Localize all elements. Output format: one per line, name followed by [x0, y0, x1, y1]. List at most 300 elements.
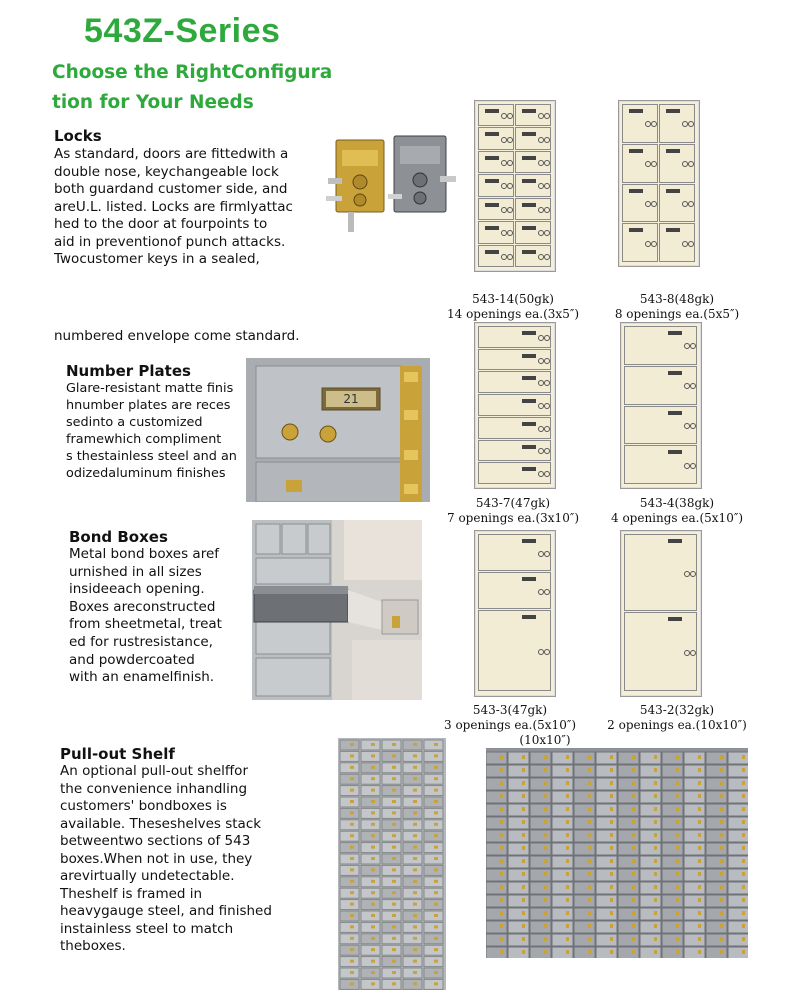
brass-lock — [371, 743, 375, 746]
brass-lock — [413, 857, 417, 860]
text-line: areU.L. listed. Locks are firmlyattac — [54, 198, 293, 215]
safe-deposit-box — [596, 778, 617, 790]
locker-opening — [659, 104, 695, 143]
safe-deposit-box — [618, 921, 639, 933]
keyhole-icon — [651, 201, 657, 207]
brass-lock — [413, 777, 417, 780]
keyhole-icon — [544, 207, 550, 213]
brass-lock — [588, 950, 591, 954]
number-plate-slot — [668, 539, 682, 543]
number-plate-slot — [522, 156, 536, 160]
safe-deposit-box — [574, 882, 595, 894]
text-line: boxes.When not in use, they — [60, 850, 253, 867]
safe-deposit-box — [662, 908, 683, 920]
brass-lock — [434, 937, 438, 940]
safe-deposit-box — [618, 804, 639, 816]
brass-lock — [500, 950, 503, 954]
config-openings: 14 openings ea.(3x5″) — [447, 307, 579, 321]
brass-lock — [654, 846, 657, 850]
brass-lock — [413, 789, 417, 792]
safe-deposit-box — [706, 804, 727, 816]
safe-deposit-box — [382, 854, 401, 864]
brass-lock — [742, 833, 745, 837]
brass-lock — [698, 807, 701, 811]
brass-lock — [654, 898, 657, 902]
text-line: sedinto a customized — [66, 415, 203, 430]
safe-deposit-box — [574, 791, 595, 803]
brass-lock — [434, 914, 438, 917]
brass-lock — [434, 834, 438, 837]
safe-deposit-box — [361, 797, 380, 807]
brass-lock — [500, 911, 503, 915]
brass-lock — [566, 885, 569, 889]
safe-deposit-box — [382, 751, 401, 761]
safe-deposit-box — [361, 957, 380, 967]
text-line: Theshelf is framed in — [60, 885, 203, 902]
config-openings: 7 openings ea.(3x10″) — [447, 511, 579, 525]
text-line: customers' bondboxes is — [60, 798, 227, 814]
safe-deposit-box — [424, 786, 443, 796]
keyhole-icon — [544, 335, 550, 341]
safe-deposit-box — [640, 778, 661, 790]
text-line: heavygauge steel, and finished — [60, 903, 272, 919]
number-plate-slot — [629, 109, 643, 113]
brass-lock — [720, 833, 723, 837]
safe-deposit-box — [486, 869, 507, 881]
brass-lock — [610, 859, 613, 863]
brass-lock — [742, 768, 745, 772]
safe-deposit-box — [706, 908, 727, 920]
safe-deposit-box — [640, 830, 661, 842]
brass-lock — [610, 768, 613, 772]
brass-lock — [654, 768, 657, 772]
brass-lock — [632, 820, 635, 824]
locker-opening — [478, 221, 514, 243]
brass-lock — [371, 937, 375, 940]
keyhole-icon — [651, 161, 657, 167]
brass-lock — [742, 794, 745, 798]
safe-deposit-box — [403, 786, 422, 796]
brass-lock — [720, 859, 723, 863]
brass-lock — [434, 948, 438, 951]
brass-lock — [371, 846, 375, 849]
number-plates-text — [66, 380, 237, 482]
safe-deposit-box — [403, 922, 422, 932]
locker-opening — [622, 104, 658, 143]
safe-deposit-box — [403, 820, 422, 830]
safe-deposit-box — [662, 856, 683, 868]
brass-lock — [676, 911, 679, 915]
safe-deposit-box — [403, 888, 422, 898]
brass-lock — [500, 781, 503, 785]
brass-lock — [350, 982, 354, 985]
safe-deposit-box — [382, 831, 401, 841]
brass-lock — [371, 777, 375, 780]
brass-lock — [500, 768, 503, 772]
brass-lock — [350, 743, 354, 746]
brass-lock — [392, 971, 396, 974]
subtitle-line: tion for Your Needs — [52, 92, 254, 113]
safe-deposit-box — [574, 804, 595, 816]
keyhole-icon — [544, 649, 550, 655]
safe-deposit-box — [361, 911, 380, 921]
brass-lock — [654, 820, 657, 824]
safe-deposit-box — [382, 934, 401, 944]
number-plate-slot — [522, 179, 536, 183]
brass-lock — [720, 846, 723, 850]
number-plate-slot — [629, 228, 643, 232]
brass-lock — [350, 868, 354, 871]
brass-lock — [544, 755, 547, 759]
brass-lock — [371, 766, 375, 769]
brass-lock — [654, 833, 657, 837]
brass-lock — [588, 755, 591, 759]
locker-opening — [478, 371, 551, 393]
brass-lock — [392, 868, 396, 871]
safe-deposit-box — [530, 752, 551, 764]
safe-deposit-box — [403, 979, 422, 989]
safe-deposit-box — [403, 945, 422, 955]
safe-deposit-box — [618, 856, 639, 868]
locker-opening — [478, 534, 551, 571]
safe-deposit-box — [530, 934, 551, 946]
brass-lock — [392, 789, 396, 792]
safe-deposit-box — [530, 921, 551, 933]
text-line: hnumber plates are reces — [66, 398, 231, 413]
safe-deposit-box — [640, 817, 661, 829]
number-plate-slot — [522, 399, 536, 403]
locker-opening — [515, 245, 551, 267]
safe-deposit-box — [530, 843, 551, 855]
brass-lock — [544, 768, 547, 772]
safe-deposit-box — [530, 804, 551, 816]
config-diagram-543-8 — [618, 100, 698, 265]
locker-opening — [659, 223, 695, 262]
safe-deposit-box — [424, 843, 443, 853]
safe-deposit-box — [640, 804, 661, 816]
safe-deposit-box — [361, 763, 380, 773]
safe-deposit-box — [706, 752, 727, 764]
brass-lock — [544, 924, 547, 928]
safe-deposit-box — [530, 791, 551, 803]
safe-deposit-box — [486, 882, 507, 894]
safe-deposit-box — [640, 791, 661, 803]
brass-lock — [676, 768, 679, 772]
safe-deposit-box — [403, 968, 422, 978]
safe-deposit-box — [574, 830, 595, 842]
safe-deposit-box — [684, 817, 705, 829]
number-plate-slot — [485, 132, 499, 136]
locker-opening — [478, 245, 514, 267]
safe-deposit-box — [508, 947, 529, 958]
safe-deposit-box — [596, 882, 617, 894]
brass-lock — [413, 754, 417, 757]
config-caption-543-8 — [592, 292, 762, 322]
safe-deposit-box — [706, 882, 727, 894]
bond-boxes-heading: Bond Boxes — [69, 528, 168, 546]
brass-lock — [434, 891, 438, 894]
config-model: 543-7(47gk) — [475, 496, 551, 510]
brass-lock — [413, 743, 417, 746]
brass-lock — [698, 872, 701, 876]
brass-lock — [566, 937, 569, 941]
locker-opening — [622, 144, 658, 183]
brass-lock — [392, 925, 396, 928]
text-line: s thestainless steel and an — [66, 449, 237, 464]
brass-lock — [720, 820, 723, 824]
brass-lock — [566, 794, 569, 798]
number-plate-slot — [485, 226, 499, 230]
brass-lock — [742, 924, 745, 928]
safe-deposit-box — [706, 843, 727, 855]
safe-deposit-box — [596, 817, 617, 829]
brass-lock — [632, 768, 635, 772]
bond-boxes-text — [69, 546, 222, 687]
brass-lock — [566, 768, 569, 772]
safe-deposit-box — [424, 979, 443, 989]
keyhole-icon — [688, 201, 694, 207]
brass-lock — [371, 925, 375, 928]
safe-deposit-box — [640, 895, 661, 907]
safe-deposit-box — [662, 752, 683, 764]
number-plate-slot — [666, 189, 680, 193]
brass-lock — [720, 937, 723, 941]
safe-deposit-box — [382, 945, 401, 955]
brass-lock — [632, 755, 635, 759]
number-plate-slot — [522, 226, 536, 230]
safe-deposit-box — [382, 877, 401, 887]
safe-deposit-box — [640, 843, 661, 855]
brass-lock — [676, 755, 679, 759]
brass-lock — [392, 880, 396, 883]
safe-deposit-box — [403, 831, 422, 841]
text-line: numbered envelope come standard. — [54, 328, 300, 344]
brass-lock — [371, 823, 375, 826]
safe-deposit-box — [640, 934, 661, 946]
safe-deposit-box — [662, 895, 683, 907]
brass-lock — [413, 811, 417, 814]
safe-deposit-box — [340, 911, 359, 921]
safe-deposit-box — [552, 778, 573, 790]
number-plate-slot — [629, 189, 643, 193]
text-line: As standard, doors are fittedwith a — [54, 146, 289, 162]
safe-deposit-box — [508, 804, 529, 816]
brass-lock — [698, 911, 701, 915]
brass-lock — [742, 911, 745, 915]
brass-lock — [632, 898, 635, 902]
brass-lock — [544, 833, 547, 837]
safe-deposit-box — [596, 791, 617, 803]
brass-lock — [544, 781, 547, 785]
brass-lock — [632, 807, 635, 811]
safe-deposit-box — [640, 921, 661, 933]
safe-deposit-box — [662, 765, 683, 777]
safe-deposit-box — [640, 947, 661, 958]
safe-deposit-box — [424, 865, 443, 875]
locker-opening — [624, 366, 697, 405]
safe-deposit-box — [424, 945, 443, 955]
safe-deposit-box — [706, 934, 727, 946]
locker-opening — [515, 127, 551, 149]
safe-deposit-box — [424, 968, 443, 978]
brass-lock — [434, 868, 438, 871]
safe-deposit-box — [424, 763, 443, 773]
brass-lock — [500, 924, 503, 928]
number-plate-slot — [522, 445, 536, 449]
brass-lock — [350, 891, 354, 894]
safe-deposit-box — [530, 817, 551, 829]
brass-lock — [434, 971, 438, 974]
safe-deposit-box — [530, 778, 551, 790]
safe-deposit-box — [640, 869, 661, 881]
text-line: insideeach opening. — [69, 581, 205, 598]
keyhole-icon — [544, 230, 550, 236]
brass-lock — [632, 846, 635, 850]
safe-deposit-box — [684, 804, 705, 816]
safe-deposit-box — [403, 957, 422, 967]
safe-deposit-box — [340, 786, 359, 796]
safe-deposit-box — [486, 752, 507, 764]
safe-deposit-box — [340, 865, 359, 875]
locker-opening — [515, 174, 551, 196]
keyhole-icon — [651, 241, 657, 247]
number-plate-slot — [522, 467, 536, 471]
brass-lock — [632, 937, 635, 941]
brass-lock — [413, 982, 417, 985]
brass-lock — [566, 807, 569, 811]
safe-deposit-box — [382, 786, 401, 796]
safe-deposit-box — [382, 774, 401, 784]
safe-deposit-box — [424, 911, 443, 921]
config-openings: 3 openings ea.(5x10″) — [444, 718, 576, 732]
brass-lock — [500, 794, 503, 798]
locks-photo — [318, 130, 460, 240]
brass-lock — [610, 807, 613, 811]
safe-deposit-box — [403, 751, 422, 761]
safe-deposit-box — [508, 869, 529, 881]
brass-lock — [500, 872, 503, 876]
text-line: framewhich compliment — [66, 432, 222, 447]
brass-lock — [371, 811, 375, 814]
brass-lock — [522, 950, 525, 954]
safe-deposit-box — [361, 808, 380, 818]
page-subtitle — [52, 58, 333, 118]
config-caption-543-7 — [428, 496, 598, 526]
brass-lock — [698, 859, 701, 863]
brass-lock — [676, 859, 679, 863]
brass-lock — [676, 885, 679, 889]
brass-lock — [544, 820, 547, 824]
safe-deposit-box — [340, 808, 359, 818]
safe-deposit-box — [684, 843, 705, 855]
brass-lock — [588, 911, 591, 915]
brass-lock — [434, 823, 438, 826]
brass-lock — [522, 820, 525, 824]
brass-lock — [654, 885, 657, 889]
number-plate-slot — [485, 250, 499, 254]
brass-lock — [413, 937, 417, 940]
brass-lock — [413, 880, 417, 883]
safe-deposit-box — [618, 778, 639, 790]
safe-deposit-box — [508, 778, 529, 790]
safe-deposit-box — [424, 797, 443, 807]
brass-lock — [371, 834, 375, 837]
brass-lock — [371, 891, 375, 894]
config-diagram-543-7 — [474, 322, 554, 487]
brass-lock — [566, 950, 569, 954]
safe-deposit-box — [552, 804, 573, 816]
text-line: Twocustomer keys in a sealed, — [54, 251, 260, 267]
brass-lock — [654, 872, 657, 876]
number-plate-slot — [668, 450, 682, 454]
locker-opening — [659, 144, 695, 183]
keyhole-icon — [690, 383, 696, 389]
config-model: 543-14(50gk) — [472, 292, 554, 306]
brass-lock — [392, 914, 396, 917]
safe-deposit-box — [361, 979, 380, 989]
brass-lock — [350, 948, 354, 951]
safe-deposit-box — [530, 869, 551, 881]
brass-lock — [544, 807, 547, 811]
safe-deposit-box — [574, 856, 595, 868]
safe-deposit-box — [403, 877, 422, 887]
safe-deposit-box — [486, 804, 507, 816]
safe-deposit-box — [574, 765, 595, 777]
safe-deposit-box — [508, 843, 529, 855]
brass-lock — [720, 807, 723, 811]
brass-lock — [371, 754, 375, 757]
config-diagram-543-3 — [474, 530, 554, 695]
safe-deposit-box — [340, 797, 359, 807]
brass-lock — [610, 950, 613, 954]
keyhole-icon — [544, 426, 550, 432]
safe-deposit-box — [382, 957, 401, 967]
keyhole-icon — [507, 137, 513, 143]
brass-lock — [522, 885, 525, 889]
safe-deposit-box — [552, 947, 573, 958]
locker-opening — [659, 184, 695, 223]
brass-lock — [676, 833, 679, 837]
keyhole-icon — [507, 183, 513, 189]
brass-lock — [698, 898, 701, 902]
locker-opening — [478, 440, 551, 462]
brass-lock — [632, 885, 635, 889]
safe-deposit-box — [340, 740, 359, 750]
number-plate-slot — [666, 228, 680, 232]
keyhole-icon — [690, 463, 696, 469]
bond-boxes-photo — [252, 520, 422, 700]
brass-lock — [610, 898, 613, 902]
number-plate-slot — [666, 149, 680, 153]
brass-lock — [392, 743, 396, 746]
brass-lock — [434, 960, 438, 963]
safe-deposit-box — [403, 808, 422, 818]
keyhole-icon — [507, 113, 513, 119]
safe-deposit-box — [424, 888, 443, 898]
safe-deposit-box — [382, 808, 401, 818]
safe-deposit-box — [508, 921, 529, 933]
brass-lock — [698, 794, 701, 798]
config-caption-543-3 — [420, 703, 600, 748]
brass-lock — [544, 950, 547, 954]
safe-deposit-box — [382, 865, 401, 875]
brass-lock — [413, 766, 417, 769]
config-openings: 2 openings ea.(10x10″) — [607, 718, 747, 732]
brass-lock — [392, 846, 396, 849]
brass-lock — [698, 950, 701, 954]
safe-deposit-box — [403, 911, 422, 921]
brass-lock — [413, 925, 417, 928]
